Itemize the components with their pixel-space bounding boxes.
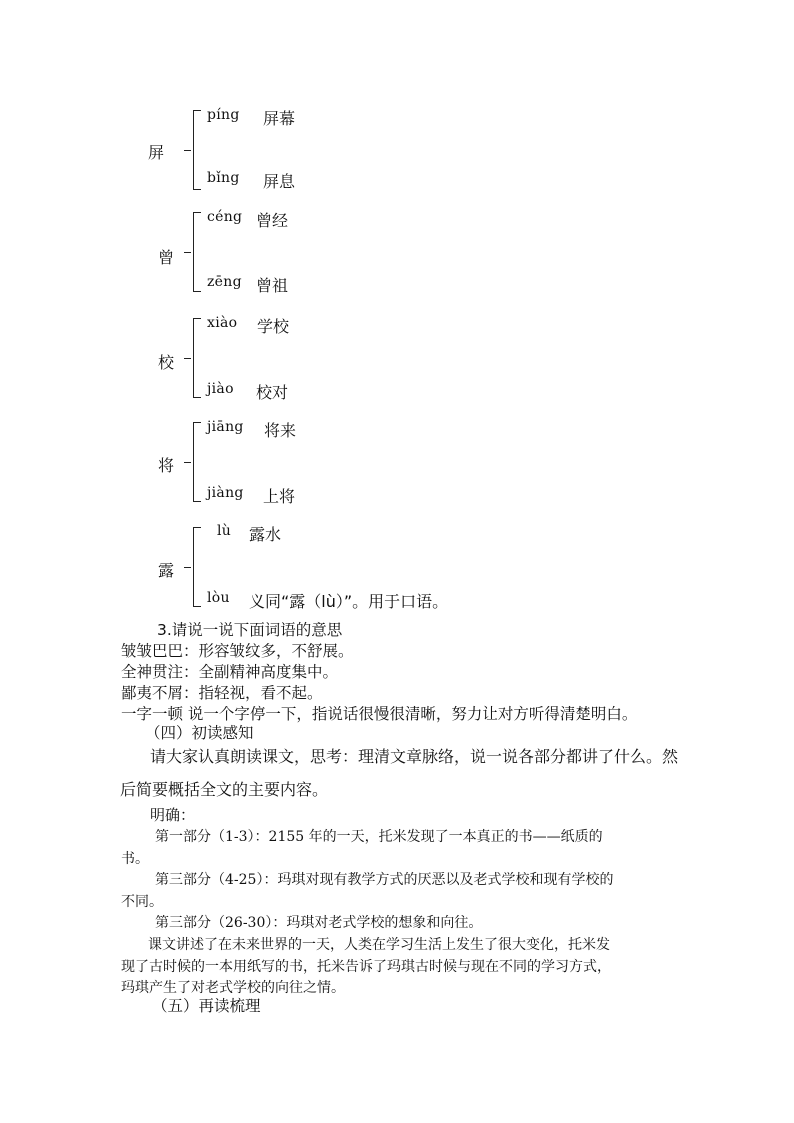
paragraph-line: 请大家认真朗读课文，思考：理清文章脉络，说一说各部分都讲了什么。然 <box>150 747 679 766</box>
word-bottom: 曾祖 <box>256 276 289 295</box>
definition-item: 全神贯注：全副精神高度集中。 <box>121 663 339 681</box>
polyphone-char: 曾 <box>158 248 175 267</box>
word-top: 曾经 <box>256 211 289 230</box>
clarify-label: 明确： <box>150 806 196 824</box>
word-bottom: 屏息 <box>263 172 296 191</box>
paragraph-line: 现了古时候的一本用纸写的书，托米告诉了玛琪古时候与现在不同的学习方式， <box>121 959 611 975</box>
definition-item: 皱皱巴巴：形容皱纹多，不舒展。 <box>121 642 354 660</box>
polyphone-char: 屏 <box>148 143 165 162</box>
word-top: 学校 <box>257 317 290 336</box>
word-bottom: 校对 <box>256 383 289 402</box>
word-top: 屏幕 <box>263 109 296 128</box>
brace-tick <box>184 462 191 463</box>
brace <box>193 527 194 607</box>
paragraph-line: 玛琪产生了对老式学校的向往之情。 <box>121 980 345 996</box>
pinyin-bottom: zēng <box>207 274 242 290</box>
polyphone-char: 露 <box>158 561 175 580</box>
pinyin-top: píng <box>207 107 240 123</box>
pinyin-bottom: lòu <box>207 590 230 606</box>
polyphone-char: 校 <box>158 353 175 372</box>
paragraph-line: 后简要概括全文的主要内容。 <box>120 780 329 799</box>
paragraph-line: 第一部分（1-3）：2155 年的一天，托米发现了一本真正的书——纸质的 <box>155 829 603 845</box>
word-top: 露水 <box>249 525 282 544</box>
word-top: 将来 <box>264 421 297 440</box>
paragraph-line: 第三部分（4-25）：玛琪对现有教学方式的厌恶以及老式学校和现有学校的 <box>155 872 614 888</box>
brace-tick <box>184 358 191 359</box>
brace-tick <box>184 150 191 151</box>
definition-item: 一字一顿 说一个字停一下，指说话很慢很清晰，努力让对方听得清楚明白。 <box>121 705 638 723</box>
section-heading: （五）再读梳理 <box>152 997 261 1015</box>
paragraph-line: 课文讲述了在未来世界的一天，人类在学习生活上发生了很大变化，托米发 <box>148 937 610 953</box>
brace <box>193 212 194 292</box>
pinyin-bottom: jiàng <box>207 485 244 501</box>
pinyin-top: jiāng <box>207 419 244 435</box>
polyphone-char: 将 <box>158 456 175 475</box>
paragraph-line: 第三部分（26-30）：玛琪对老式学校的想象和向往。 <box>155 915 483 931</box>
brace <box>193 110 194 190</box>
pinyin-bottom: bǐng <box>207 170 240 186</box>
paragraph-line: 不同。 <box>121 894 163 910</box>
section-heading: 3.请说一说下面词语的意思 <box>157 621 343 639</box>
word-bottom: 上将 <box>263 487 296 506</box>
brace-tick <box>184 252 191 253</box>
pinyin-top: céng <box>207 209 243 225</box>
word-bottom: 义同“露（lù）”。用于口语。 <box>249 592 449 611</box>
brace <box>193 422 194 502</box>
brace-tick <box>184 567 191 568</box>
paragraph-line: 书。 <box>121 851 149 867</box>
definition-item: 鄙夷不屑：指轻视，看不起。 <box>121 684 323 702</box>
pinyin-top: xiào <box>207 315 238 331</box>
brace <box>193 318 194 398</box>
pinyin-top: lù <box>217 523 232 539</box>
section-heading: （四）初读感知 <box>145 724 254 742</box>
pinyin-bottom: jiào <box>207 381 234 397</box>
